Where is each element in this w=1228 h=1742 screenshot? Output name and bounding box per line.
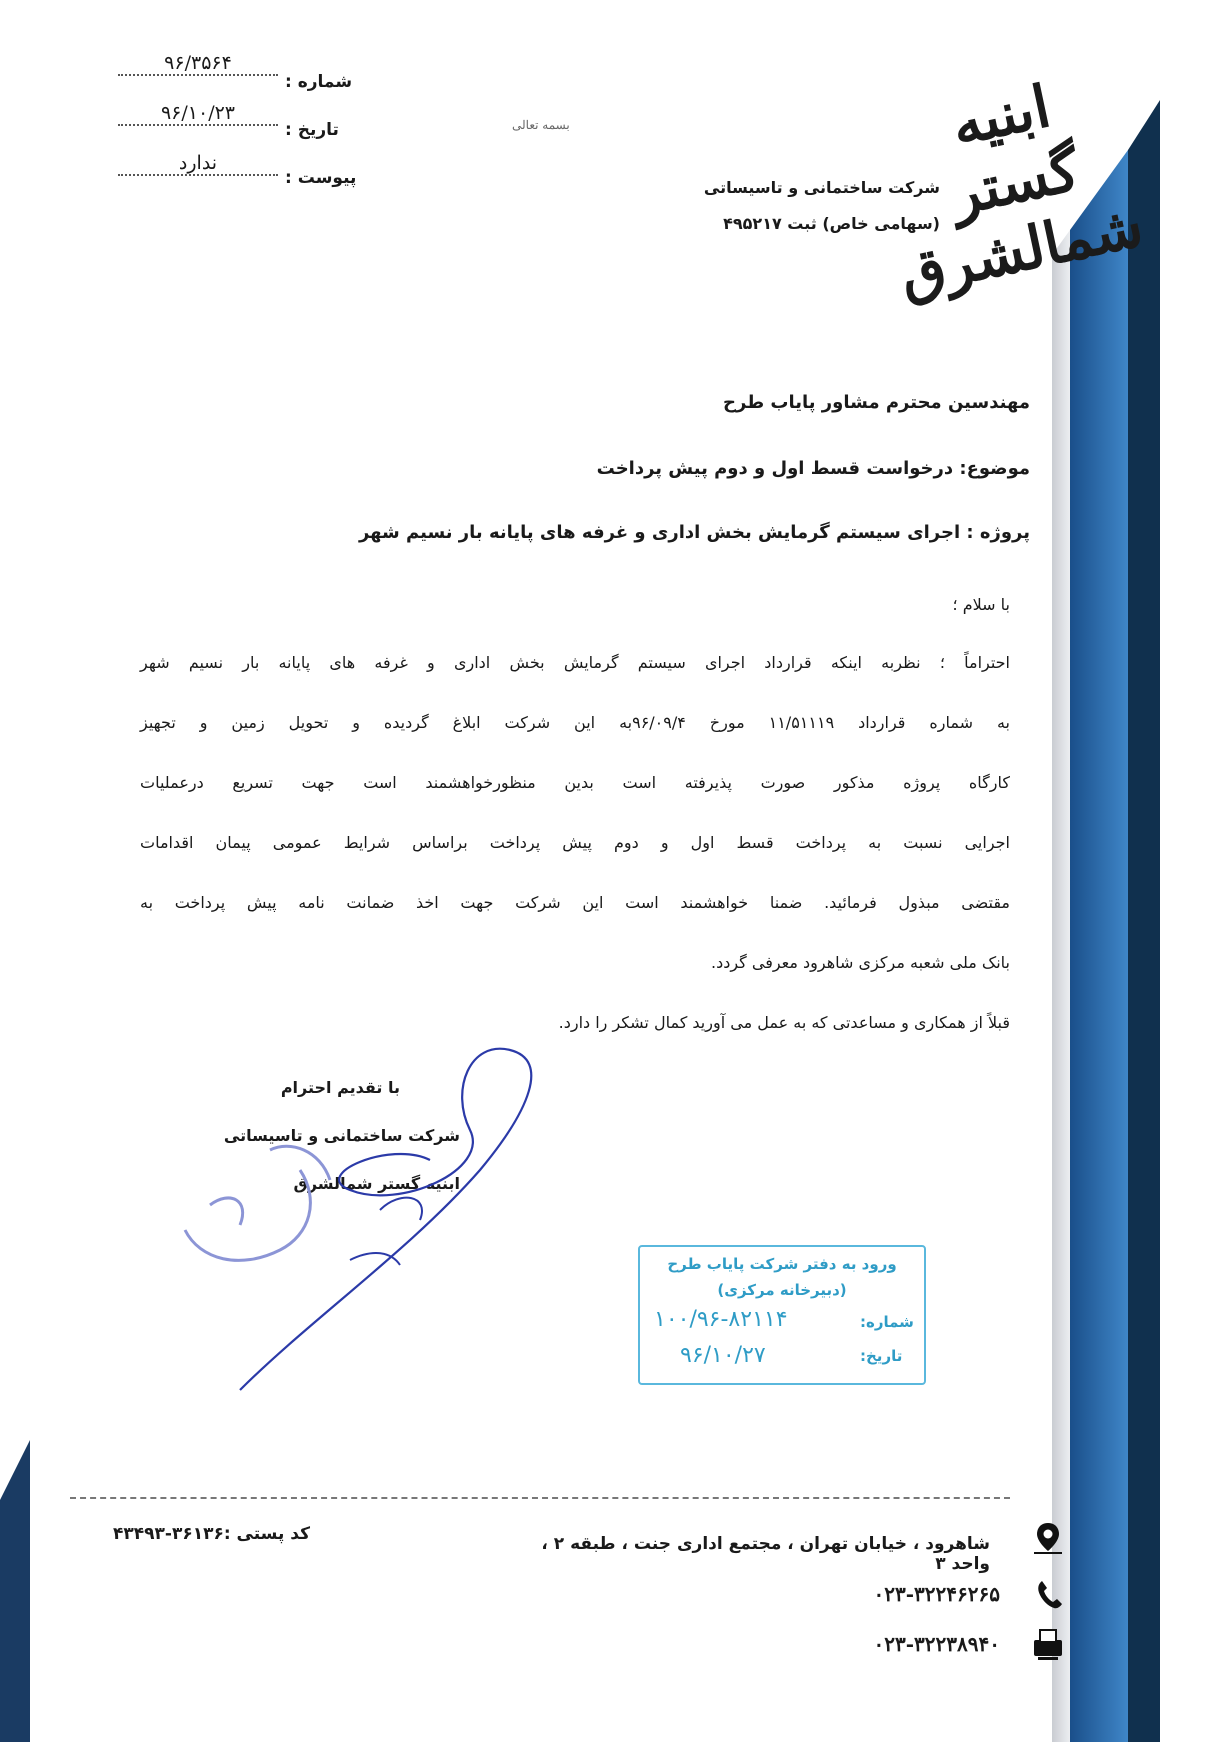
- phone-icon: [1032, 1576, 1068, 1612]
- date-label: تاریخ :: [285, 120, 339, 140]
- body-line: بانک ملی شعبه مرکزی شاهرود معرفی گردد.: [711, 953, 1010, 972]
- body-line: احتراماً ؛ نظربه اینکه قرارداد اجرای سیستم گرمایش بخش اداری و غرفه های پایانه بار نسیم شهر: [140, 653, 1010, 672]
- subject: موضوع: درخواست قسط اول و دوم پیش پرداخت: [596, 458, 1030, 479]
- footer-divider: [70, 1497, 1010, 1499]
- stamp-date-value: ۹۶/۱۰/۲۷: [680, 1343, 766, 1368]
- attachment-label: پیوست :: [285, 168, 357, 188]
- signature-company-line2: ابنیه گستر شمالشرق: [293, 1174, 460, 1193]
- stripe-grey: [1052, 230, 1070, 1742]
- body-line: اجرایی نسبت به پرداخت قسط اول و دوم پیش پرداخت براساس شرایط عمومی پیمان اقدامات: [140, 833, 1010, 852]
- body-line: مقتضی مبذول فرمائید. ضمنا خواهشمند است این شرکت جهت اخذ ضمانت نامه پیش پرداخت به: [140, 893, 1010, 912]
- corner-accent: [0, 1440, 30, 1742]
- stripe-dark: [1128, 100, 1160, 1742]
- footer-fax: ۰۲۳-۳۲۲۳۸۹۴۰: [873, 1632, 1000, 1656]
- stamp-subtitle: (دبیرخانه مرکزی): [717, 1281, 847, 1299]
- date-value: ۹۶/۱۰/۲۳: [118, 102, 278, 126]
- stamp-date-label: تاریخ:: [860, 1347, 903, 1365]
- signature-company-line1: شرکت ساختمانی و تاسیساتی: [223, 1126, 460, 1145]
- bismillah: بسمه تعالی: [512, 118, 570, 132]
- stamp-number-label: شماره:: [860, 1313, 914, 1331]
- footer-phone: ۰۲۳-۳۲۲۴۶۲۶۵: [873, 1582, 1000, 1606]
- stamp-title: ورود به دفتر شرکت پایاب طرح: [667, 1255, 897, 1273]
- closing: با تقدیم احترام: [280, 1078, 400, 1097]
- body-line: قبلاً از همکاری و مساعدتی که به عمل می آورید کمال تشکر را دارد.: [558, 1013, 1010, 1032]
- body-line: کارگاه پروژه مذکور صورت پذیرفته است بدین منظورخواهشمند است جهت تسریع درعملیات: [140, 773, 1010, 792]
- company-type: شرکت ساختمانی و تاسیساتی: [703, 178, 940, 197]
- project: پروژه : اجرای سیستم گرمایش بخش اداری و غرفه های پایانه بار نسیم شهر: [358, 522, 1030, 543]
- fax-icon: [1030, 1626, 1066, 1662]
- receipt-stamp: [638, 1245, 926, 1385]
- footer-address: شاهرود ، خیابان تهران ، مجتمع اداری جنت ، طبقه ۲ ، واحد ۳: [541, 1534, 990, 1574]
- footer-postal-code: کد پستی :۳۶۱۳۶-۴۳۴۹۳: [112, 1524, 310, 1544]
- number-label: شماره :: [285, 72, 353, 92]
- number-value: ۹۶/۳۵۶۴: [118, 52, 278, 76]
- stripe-blue: [1070, 150, 1128, 1742]
- registration: (سهامی خاص) ثبت ۴۹۵۲۱۷: [723, 214, 940, 233]
- company-logo: ابنیه گستر شمالشرق: [893, 72, 1149, 310]
- stamp-number-value: ۱۰۰/۹۶-۸۲۱۱۴: [654, 1307, 788, 1332]
- location-pin-icon: [1030, 1520, 1066, 1556]
- recipient: مهندسین محترم مشاور پایاب طرح: [723, 392, 1030, 413]
- greeting: با سلام ؛: [952, 595, 1010, 614]
- attachment-value: ندارد: [118, 152, 278, 176]
- company-seal: [170, 1110, 370, 1280]
- body-line: به شماره قرارداد ۱۱/۵۱۱۱۹ مورخ ۹۶/۰۹/۴به این شرکت ابلاغ گردیده و تحویل زمین و تجهیز: [140, 713, 1010, 732]
